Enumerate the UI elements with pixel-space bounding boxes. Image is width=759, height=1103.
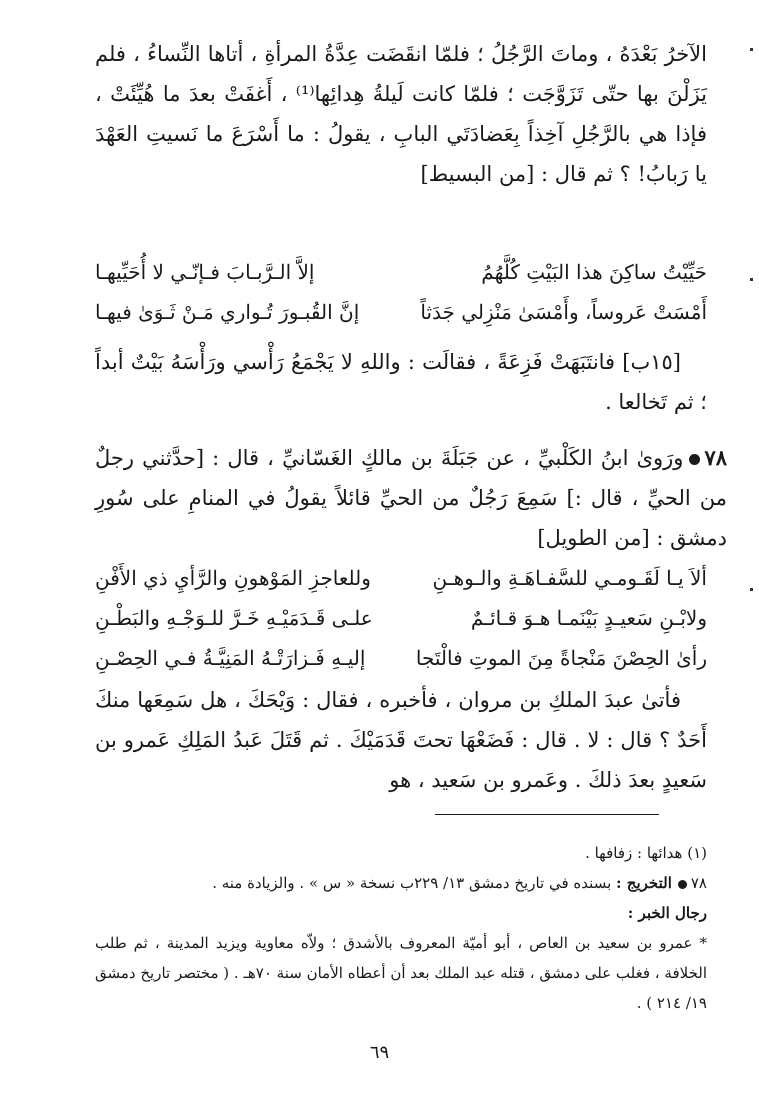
takhrij-label: التخريج : xyxy=(616,874,672,892)
paragraph-text: فأتىٰ عبدَ الملكِ بن مروان ، فأخبره ، فقال : وَيْحَكَ ، هل سَمِعَها منكَ أَحَدٌ ؟ قال : لا . قال : فَضَعْهَا تحتَ قَدَمَيْكَ . ثم قَتَلَ عَبدُ المَلِكِ عَمرو بن سَعيدٍ بعدَ ذلكَ . وعَمرو بن سَعيد ، هو xyxy=(95,688,707,792)
item-number: ٧٨ xyxy=(704,445,727,470)
margin-mark xyxy=(750,588,753,591)
main-text xyxy=(95,34,707,194)
verse-first-hemistich: ألاَ يـا لَقَـومـي للسَّفـاهَـةِ والـوهـنِ xyxy=(432,566,707,590)
footnote-takhrij xyxy=(95,868,707,898)
poem-basit xyxy=(95,252,707,332)
verse-second-hemistich: إنَّ القُبـورَ تُـواري مَـنْ ثَـوَىٰ فيهـا xyxy=(95,300,360,324)
verse-first-hemistich: ولابْـنِ سَعيـدٍ بَيْنَمـا هـوَ قـائـمٌ xyxy=(470,606,707,630)
poem-tawil xyxy=(95,558,707,678)
bullet-icon xyxy=(689,454,700,465)
margin-mark xyxy=(750,48,753,51)
paragraph-abd-al-malik xyxy=(95,680,707,800)
verse-first-hemistich: حَيِّيْتُ ساكِنَ هذا البَيْتِ كُلَّهُمُ xyxy=(481,260,707,284)
verse-first-hemistich: أَمْسَتْ عَروساً، وأَمْسَىٰ مَنْزِلي جَدَثاً xyxy=(420,300,707,324)
rijal-label: رجال الخبر : xyxy=(627,904,707,922)
verse-line xyxy=(95,638,707,678)
verse-second-hemistich: إليـهِ فَـزارَتْـهُ المَنِيَّـةُ فـي الحِصْـنِ xyxy=(95,646,366,670)
item-text: ورَوىٰ ابنُ الكَلْبيِّ ، عن جَبَلَةَ بن مالكٍ الغَسّانيِّ ، قال : [حدَّثني رجلٌ من الحيِّ ، قال :] سَمِعَ رَجُلٌ من الحيِّ قائلاً يقولُ في المنامِ على سُورِ دمشق : [من الطويل] xyxy=(95,446,727,550)
rijal-text: * عمرو بن سعيد بن العاص ، أبو أميّة المعروف بالأشدق ؛ ولاّه معاوية ويزيد المدينة ، ثم طلب الخلافة ، فغلب على دمشق ، قتله عبد الملك بعد أن أعطاه الأمان سنة ٧٠هـ . ( مختصر تاريخ دمشق ١٩/ ٢١٤ ) . xyxy=(95,934,708,1012)
paragraph-awakening xyxy=(95,342,707,422)
margin-mark xyxy=(750,278,753,281)
footnote-divider xyxy=(435,814,659,815)
bullet-icon xyxy=(678,880,687,889)
verse-second-hemistich: إلاَّ الـرَّبـابَ فـإنّـي لا أُحَيِّيهـا xyxy=(95,260,315,284)
page-number: ٦٩ xyxy=(369,1042,390,1063)
takhrij-text: بسنده في تاريخ دمشق ١٣/ ٢٢٩ب نسخة « س » . والزيادة منه . xyxy=(212,874,612,892)
verse-first-hemistich: رأىٰ الحِصْنَ مَنْجاةً مِنَ الموتِ فالْتَجا xyxy=(415,646,707,670)
footnotes xyxy=(95,838,707,1018)
verse-line xyxy=(95,558,707,598)
verse-line xyxy=(95,598,707,638)
verse-line xyxy=(95,252,707,292)
footnote-item-number: ٧٨ xyxy=(690,874,707,892)
footnote-1: (١) هدائها : زفافها . xyxy=(585,844,707,862)
verse-second-hemistich: علـى قَـدَمَيْـهِ خَـرَّ للـوَجْـهِ والبَطْـنِ xyxy=(95,606,373,630)
verse-line xyxy=(95,292,707,332)
item-78 xyxy=(95,438,727,558)
verse-second-hemistich: وللعاجزِ المَوْهونِ والرَّأيِ ذي الأَفْنِ xyxy=(95,566,371,590)
paragraph-text: [١٥ب] فانتَبَهَتْ فَزِعَةً ، فقالَت : واللهِ لا يَجْمَعُ رَأْسي ورَأْسَهُ بَيْتٌ أبداً ؛ ثم تَخالعا . xyxy=(95,350,707,414)
paragraph-opening: الآخرُ بَعْدَهُ ، وماتَ الرَّجُلُ ؛ فلمّا انقَضَت عِدَّةُ المرأةِ ، أتاها النِّساءُ ، فلم يَزَلْنَ بها حتّى تَزَوَّجَت ؛ فلمّا كانت لَيلةُ هِدائِها⁽¹⁾ ، أَغفَتْ بعدَ ما هُيِّئَتْ ، فإذا هي بالرَّجُلِ آخِذاً بِعَضادَتَي البابِ ، يقولُ : ما أَسْرَعَ ما نَسيتِ العَهْدَ يا رَبابُ! ؟ ثم قال : [من البسيط] xyxy=(95,42,708,186)
